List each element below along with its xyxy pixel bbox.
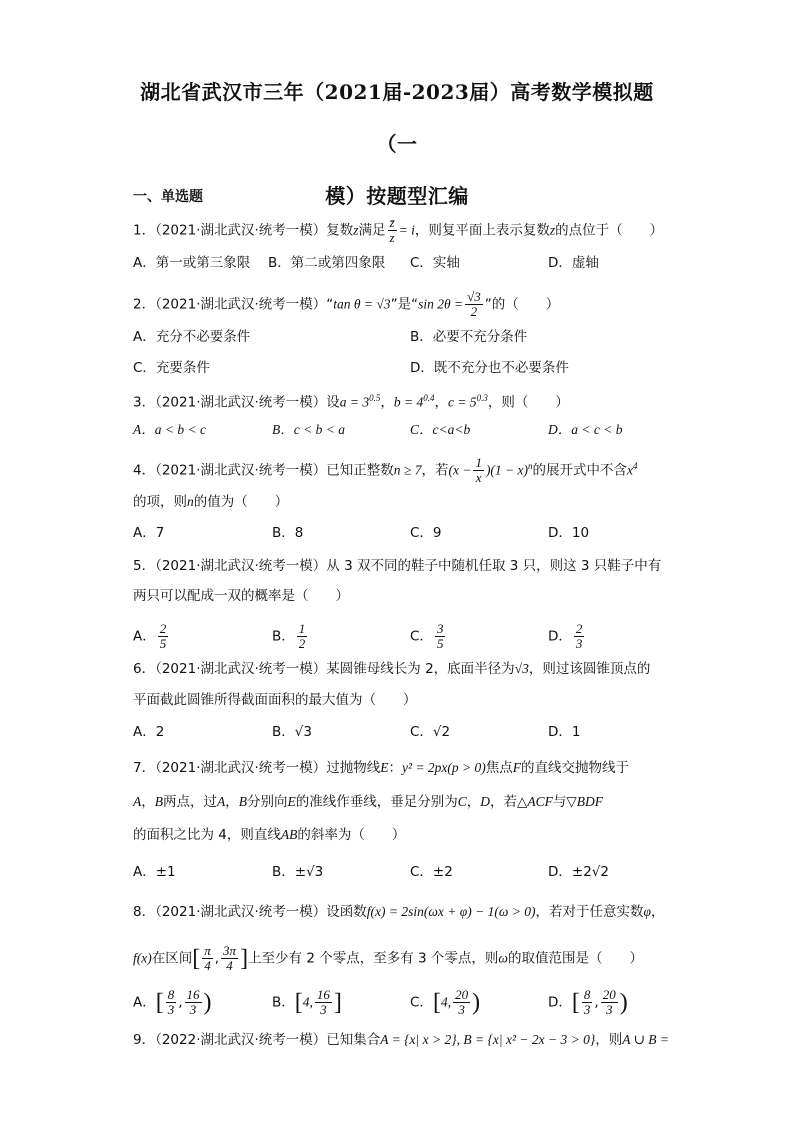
- question-4-cont: 的项，则n的值为（ ）: [133, 494, 289, 510]
- q6-option-a: A．2: [133, 724, 165, 740]
- q7-option-c: C．±2: [410, 864, 453, 880]
- q3-option-c: C．c<a<b: [410, 422, 471, 437]
- q8-option-d: D．[ $\frac{8}{3}$ , $\frac{20}{3}$ ): [548, 987, 628, 1017]
- q2-option-c: C．充要条件: [133, 360, 210, 376]
- question-8-cont: f(x)在区间[ $\frac{\pi}{4}$ , $\frac{3\pi}{4}$ ]上至少有 2 个零点，至多有 3 个零点，则ω的取值范围是（ ）: [133, 943, 643, 973]
- q4-option-c: C．9: [410, 525, 442, 541]
- q8-option-a: A．[ $\frac{8}{3}$ , $\frac{16}{3}$ ): [133, 987, 212, 1017]
- q1-option-c: C．实轴: [410, 255, 460, 271]
- question-1: 1．（2021·湖北武汉·统考一模）复数z满足 $\frac{z̄}{z}$ = i，则复平面上表示复数z的点位于（ ）: [133, 215, 664, 245]
- q1-option-d: D．虚轴: [548, 255, 599, 271]
- title-line-1: 湖北省武汉市三年（2021届-2023届）高考数学模拟题（一: [140, 80, 654, 156]
- q8-option-b: B．[4, $\frac{16}{3}$ ]: [272, 987, 342, 1017]
- q5-option-a: A． $\frac{2}{5}$: [133, 621, 167, 651]
- q5-option-c: C． $\frac{3}{5}$: [410, 621, 444, 651]
- q2-option-b: B．必要不充分条件: [410, 329, 528, 345]
- q4-option-a: A．7: [133, 525, 165, 541]
- q7-option-a: A．±1: [133, 864, 176, 880]
- q6-option-b: B．√3: [272, 724, 312, 740]
- q4-option-d: D．10: [548, 525, 590, 541]
- question-6-cont: 平面截此圆锥所得截面面积的最大值为（ ）: [133, 692, 417, 708]
- question-9: 9．（2022·湖北武汉·统考一模）已知集合A = {x| x > 2}, B = {x| x² − 2x − 3 > 0}，则A ∪ B =: [133, 1032, 670, 1048]
- q6-option-c: C．√2: [410, 724, 451, 740]
- q3-option-d: D．a < c < b: [548, 422, 623, 437]
- q8-option-c: C．[4, $\frac{20}{3}$ ): [410, 987, 481, 1017]
- question-5: 5．（2021·湖北武汉·统考一模）从 3 双不同的鞋子中随机任取 3 只，则这 3 只鞋子中有: [133, 558, 662, 574]
- section-heading: 一、单选题: [133, 189, 203, 205]
- q6-option-d: D．1: [548, 724, 581, 740]
- q3-option-b: B．c < b < a: [272, 422, 345, 437]
- q7-option-d: D．±2√2: [548, 864, 609, 880]
- q7-option-b: B．±√3: [272, 864, 324, 880]
- q2-option-d: D．既不充分也不必要条件: [410, 360, 569, 376]
- question-7: 7．（2021·湖北武汉·统考一模）过抛物线E：y² = 2px(p > 0)焦点F的直线交抛物线于: [133, 760, 630, 776]
- question-7-cont-2: 的面积之比为 4，则直线AB的斜率为（ ）: [133, 827, 406, 843]
- q3-option-a: A．a < b < c: [133, 422, 206, 437]
- question-5-cont: 两只可以配成一双的概率是（ ）: [133, 588, 349, 604]
- question-2: 2．（2021·湖北武汉·统考一模）“tan θ = √3”是“sin 2θ = $\frac{√3}{2}$ ”的（ ）: [133, 289, 560, 319]
- q5-option-b: B． $\frac{1}{2}$: [272, 621, 306, 651]
- q1-option-a: A．第一或第三象限: [133, 255, 251, 271]
- q1-option-b: B．第二或第四象限: [268, 255, 386, 271]
- q5-option-d: D． $\frac{2}{3}$: [548, 621, 583, 651]
- question-8: 8．（2021·湖北武汉·统考一模）设函数f(x) = 2sin(ωx + φ) − 1(ω > 0)，若对于任意实数φ，: [133, 904, 665, 920]
- question-6: 6．（2021·湖北武汉·统考一模）某圆锥母线长为 2，底面半径为√3，则过该圆锥顶点的: [133, 661, 651, 677]
- title-line-2: 模）按题型汇编: [325, 184, 469, 208]
- question-7-cont-1: A，B两点，过A，B分别向E的准线作垂线，垂足分别为C，D，若△ACF与▽BDF: [133, 794, 604, 810]
- document-title: [120, 66, 674, 222]
- question-4: 4．（2021·湖北武汉·统考一模）已知正整数n ≥ 7，若(x − $\frac{1}{x}$ )$(1 - x)^n$的展开式中不含$x^4$: [133, 455, 638, 485]
- q4-option-b: B．8: [272, 525, 304, 541]
- question-3: 3．（2021·湖北武汉·统考一模）设$a = 3^{0.5}$，$b = 4^{0.4}$，$c = 5^{0.3}$，则（ ）: [133, 393, 569, 411]
- q2-option-a: A．充分不必要条件: [133, 329, 251, 345]
